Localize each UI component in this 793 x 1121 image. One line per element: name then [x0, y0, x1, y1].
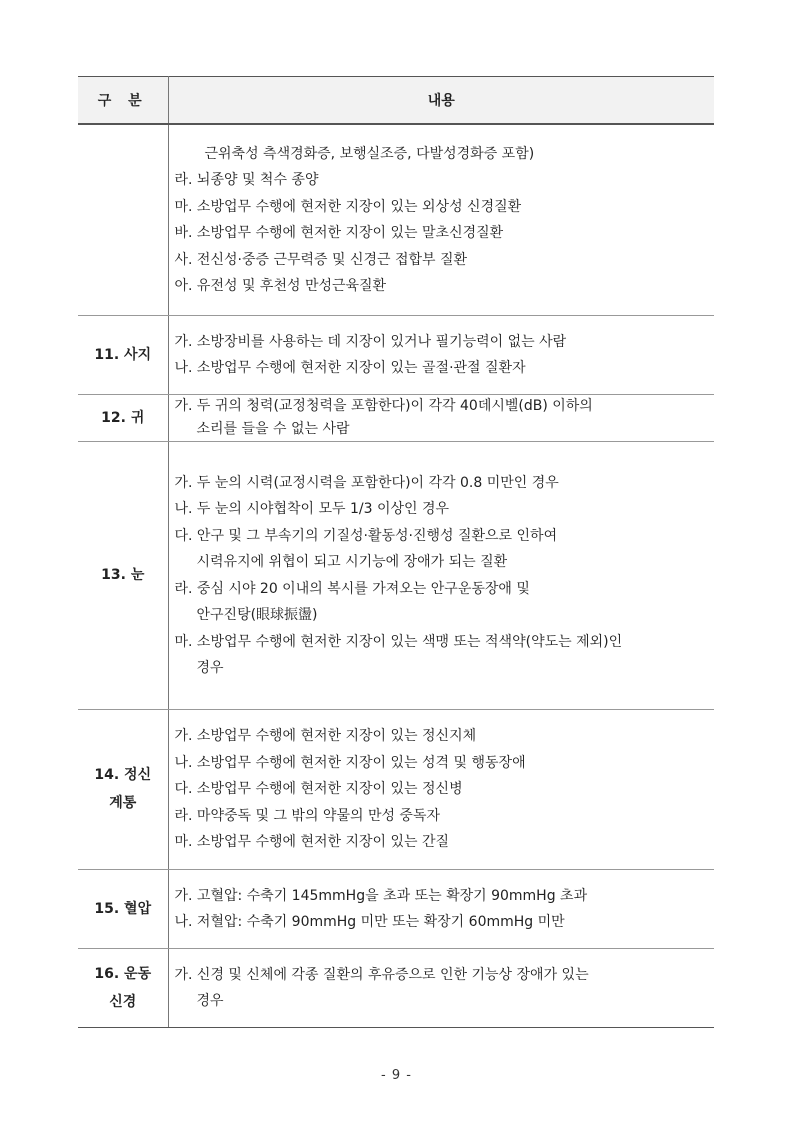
content-line: 나. 소방업무 수행에 현저한 지장이 있는 골절·관절 질환자 [174, 360, 526, 376]
row-category-line: 신경 [109, 993, 137, 1010]
content-line: 가. 소방업무 수행에 현저한 지장이 있는 정신지체 [174, 728, 477, 745]
content-line: 라. 중심 시야 20 이내의 복시를 가져오는 안구운동장애 및 [174, 580, 530, 597]
content-line: 다. 안구 및 그 부속기의 기질성·활동성·진행성 질환으로 인하여 [174, 527, 558, 544]
row-content-lines [175, 949, 711, 1027]
content-line: 나. 두 눈의 시야협착이 모두 1/3 이상인 경우 [174, 501, 450, 517]
header-content: 내용 [168, 77, 714, 125]
row-category-line: 계통 [109, 795, 137, 811]
row-category [78, 709, 168, 869]
content-line: 라. 뇌종양 및 척수 종양 [174, 172, 319, 189]
content-line: 마. 소방업무 수행에 현저한 지장이 있는 외상성 신경질환 [174, 198, 522, 215]
row-category [78, 441, 168, 709]
page-number: - 9 - [381, 1068, 412, 1083]
row-category [78, 948, 168, 1027]
content-line: 가. 소방장비를 사용하는 데 지장이 있거나 필기능력이 없는 사람 [174, 333, 567, 350]
row-content [168, 394, 714, 441]
row-content [168, 441, 714, 709]
content-line: 시력유지에 위협이 되고 시기능에 장애가 되는 질환 [196, 554, 508, 570]
row-content [168, 315, 714, 394]
table-row [78, 315, 714, 394]
row-category-line: 14. 정신 [94, 767, 152, 783]
table-row [78, 394, 714, 441]
table-row [78, 441, 714, 709]
row-content-lines [175, 395, 711, 441]
content-line: 가. 두 눈의 시력(교정시력을 포함한다)이 각각 0.8 미만인 경우 [174, 474, 559, 491]
row-category-line: 13. 눈 [101, 567, 145, 583]
table-body [78, 124, 714, 1027]
content-line: 경우 [196, 993, 224, 1009]
content-line: 나. 소방업무 수행에 현저한 지장이 있는 성격 및 행동장애 [174, 754, 526, 771]
row-content-lines [175, 457, 711, 694]
table-header-row [78, 77, 714, 125]
row-content-lines [175, 710, 711, 868]
content-line: 안구진탕(眼球振盪) [196, 607, 318, 623]
row-content [168, 709, 714, 869]
table-row [78, 709, 714, 869]
row-category [78, 124, 168, 315]
row-content [168, 948, 714, 1027]
content-line: 사. 전신성·중증 근무력증 및 신경근 접합부 질환 [174, 251, 468, 268]
content-line: 아. 유전성 및 후천성 만성근육질환 [174, 278, 387, 295]
content-line: 소리를 들을 수 없는 사람 [196, 420, 350, 437]
table-row [78, 124, 714, 315]
table-row [78, 869, 714, 948]
table-row [78, 948, 714, 1027]
content-line: 라. 마약중독 및 그 밖의 약물의 만성 중독자 [174, 807, 441, 824]
row-content [168, 869, 714, 948]
row-category [78, 315, 168, 394]
row-category [78, 394, 168, 441]
row-content-lines [175, 870, 711, 948]
header-category: 구 분 [78, 77, 168, 125]
row-category-line: 15. 혈압 [94, 900, 152, 917]
row-content [168, 124, 714, 315]
row-category-line: 12. 귀 [101, 409, 145, 426]
row-category-line: 16. 운동 [94, 965, 152, 982]
row-category [78, 869, 168, 948]
content-line: 가. 신경 및 신체에 각종 질환의 후유증으로 인한 기능상 장애가 있는 [174, 966, 589, 983]
content-line: 근위축성 측색경화증, 보행실조증, 다발성경화증 포함) [204, 145, 535, 162]
row-content-lines [175, 316, 711, 394]
content-line: 나. 저혈압: 수축기 90mmHg 미만 또는 확장기 60mmHg 미만 [174, 914, 565, 930]
content-line: 마. 소방업무 수행에 현저한 지장이 있는 색맹 또는 적색약(약도는 제외)인 [174, 633, 623, 650]
content-line: 마. 소방업무 수행에 현저한 지장이 있는 간질 [174, 834, 450, 851]
criteria-table [78, 76, 714, 1028]
row-content-lines [175, 128, 711, 312]
content-line: 가. 두 귀의 청력(교정청력을 포함한다)이 각각 40데시벨(dB) 이하의 [174, 397, 593, 414]
content-line: 바. 소방업무 수행에 현저한 지장이 있는 말초신경질환 [174, 225, 504, 242]
content-line: 가. 고혈압: 수축기 145mmHg을 초과 또는 확장기 90mmHg 초과 [174, 887, 588, 904]
content-line: 다. 소방업무 수행에 현저한 지장이 있는 정신병 [174, 781, 463, 798]
row-category-line: 11. 사지 [94, 346, 152, 363]
content-line: 경우 [196, 660, 224, 676]
